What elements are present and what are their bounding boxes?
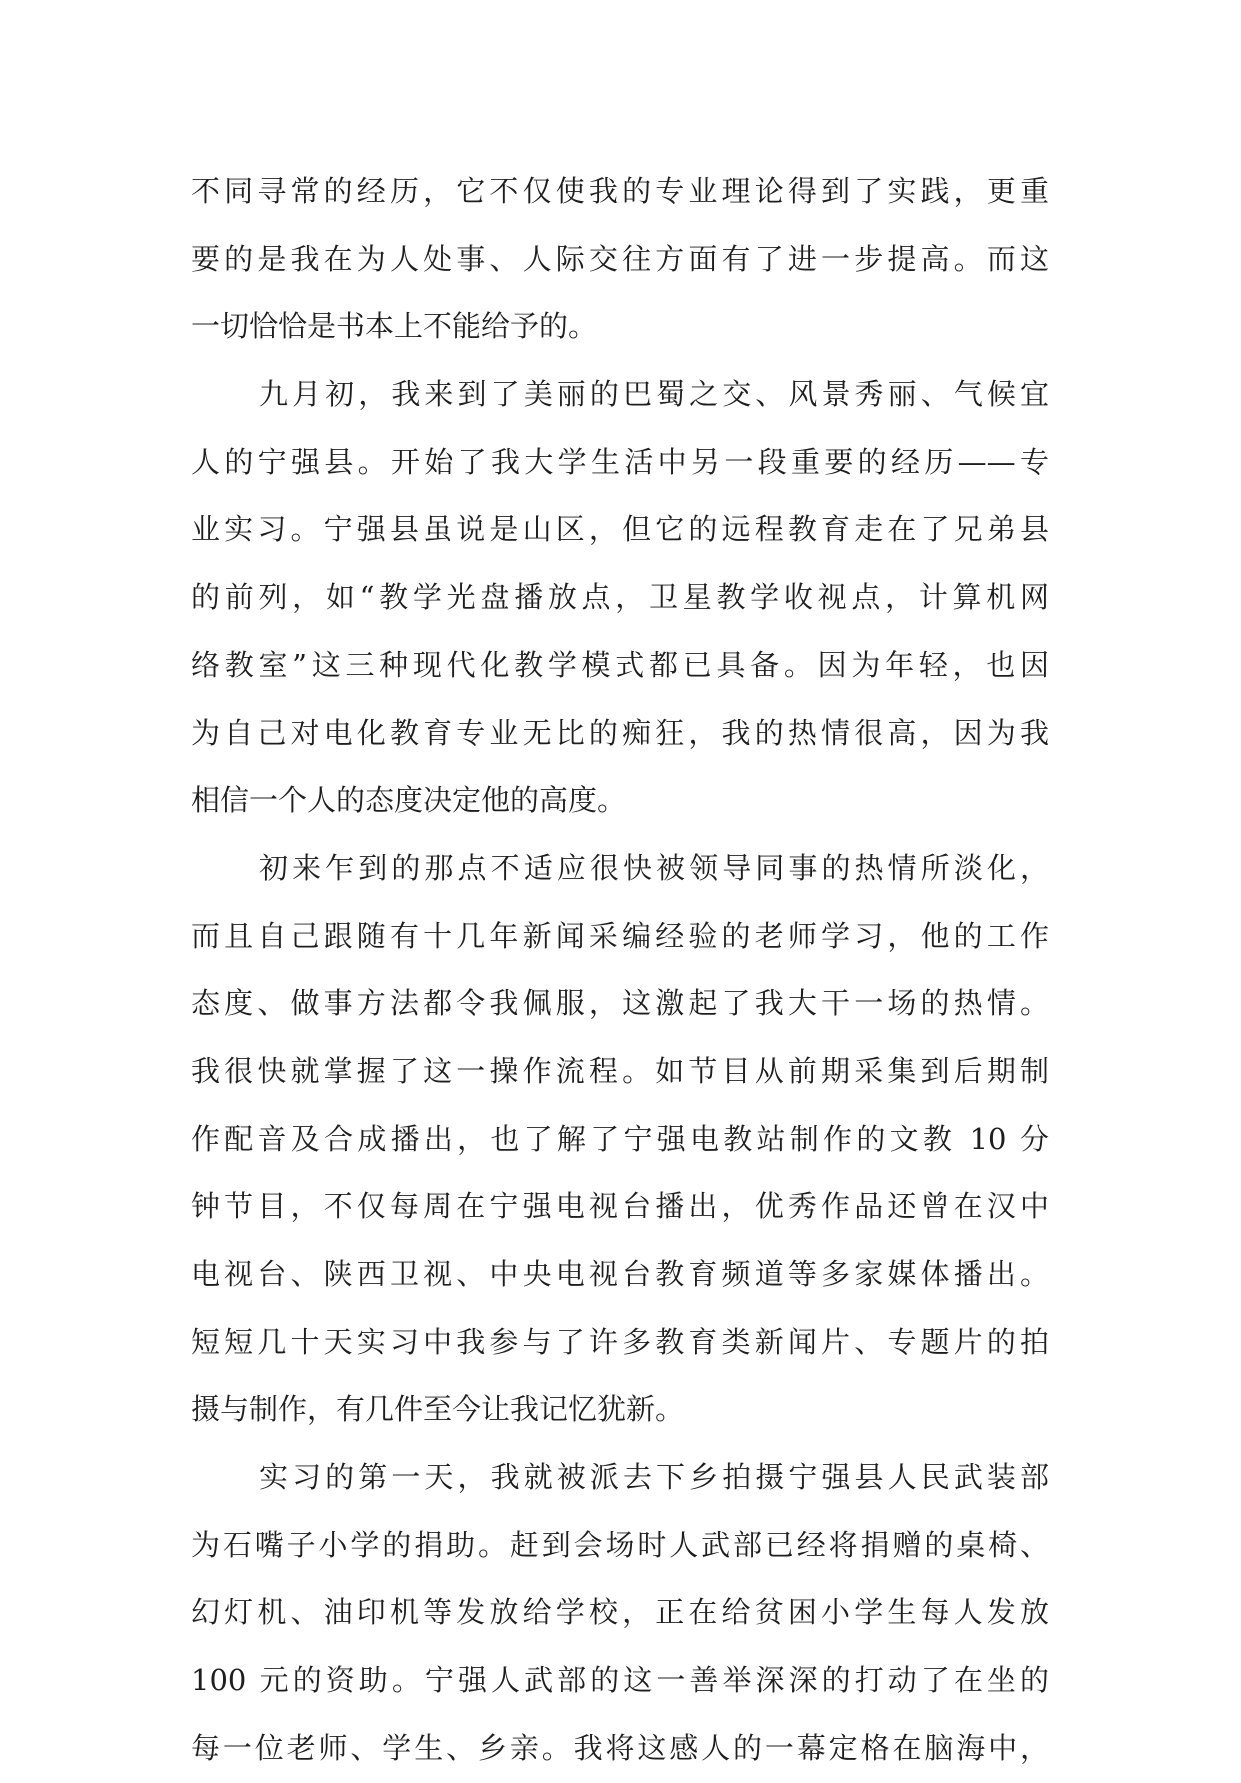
text-line: 络教室”这三种现代化教学模式都已具备。因为年轻，也因 [191, 647, 1049, 682]
text-line: 电视台、陕西卫视、中央电视台教育频道等多家媒体播出。 [191, 1257, 1049, 1291]
text-line: 幻灯机、油印机等发放给学校，正在给贫困小学生每人发放 [191, 1595, 1049, 1630]
text-line: 为石嘴子小学的捐助。赶到会场时人武部已经将捐赠的桌椅、 [191, 1527, 1049, 1562]
text-line: 我很快就掌握了这一操作流程。如节目从前期采集到后期制 [191, 1053, 1049, 1088]
text-line: 摄与制作，有几件至今让我记忆犹新。 [191, 1392, 685, 1427]
body-text [191, 158, 1049, 1783]
text-line: 相信一个人的态度决定他的高度。 [191, 783, 627, 818]
text-line: 业实习。宁强县虽说是山区，但它的远程教育走在了兄弟县 [191, 512, 1049, 547]
text-line: 短短几十天实习中我参与了许多教育类新闻片、专题片的拍 [191, 1324, 1049, 1359]
text-line: 的前列，如“教学光盘播放点，卫星教学收视点，计算机网 [191, 580, 1049, 615]
text-line: 一切恰恰是书本上不能给予的。 [191, 309, 598, 344]
text-line: 人的宁强县。开始了我大学生活中另一段重要的经历——专 [191, 444, 1049, 479]
text-line: 钟节目，不仅每周在宁强电视台播出，优秀作品还曾在汉中 [191, 1189, 1049, 1224]
text-line: 实习的第一天，我就被派去下乡拍摄宁强县人民武装部 [259, 1460, 1049, 1495]
text-line: 不同寻常的经历，它不仅使我的专业理论得到了实践，更重 [191, 174, 1049, 208]
text-line: 而且自己跟随有十几年新闻采编经验的老师学习，他的工作 [191, 918, 1049, 953]
text-line: 为自己对电化教育专业无比的痴狂，我的热情很高，因为我 [191, 715, 1049, 750]
text-line: 态度、做事方法都令我佩服，这激起了我大干一场的热情。 [191, 986, 1049, 1021]
text-line: 每一位老师、学生、乡亲。我将这感人的一幕定格在脑海中， [191, 1730, 1049, 1765]
text-line: 九月初，我来到了美丽的巴蜀之交、风景秀丽、气候宜 [259, 377, 1049, 412]
text-line: 要的是我在为人处事、人际交往方面有了进一步提高。而这 [191, 241, 1049, 276]
text-line: 作配音及合成播出，也了解了宁强电教站制作的文教 10 分 [191, 1121, 1049, 1156]
text-line: 100 元的资助。宁强人武部的这一善举深深的打动了在坐的 [191, 1663, 1049, 1698]
text-line: 初来乍到的那点不适应很快被领导同事的热情所淡化， [259, 850, 1049, 885]
